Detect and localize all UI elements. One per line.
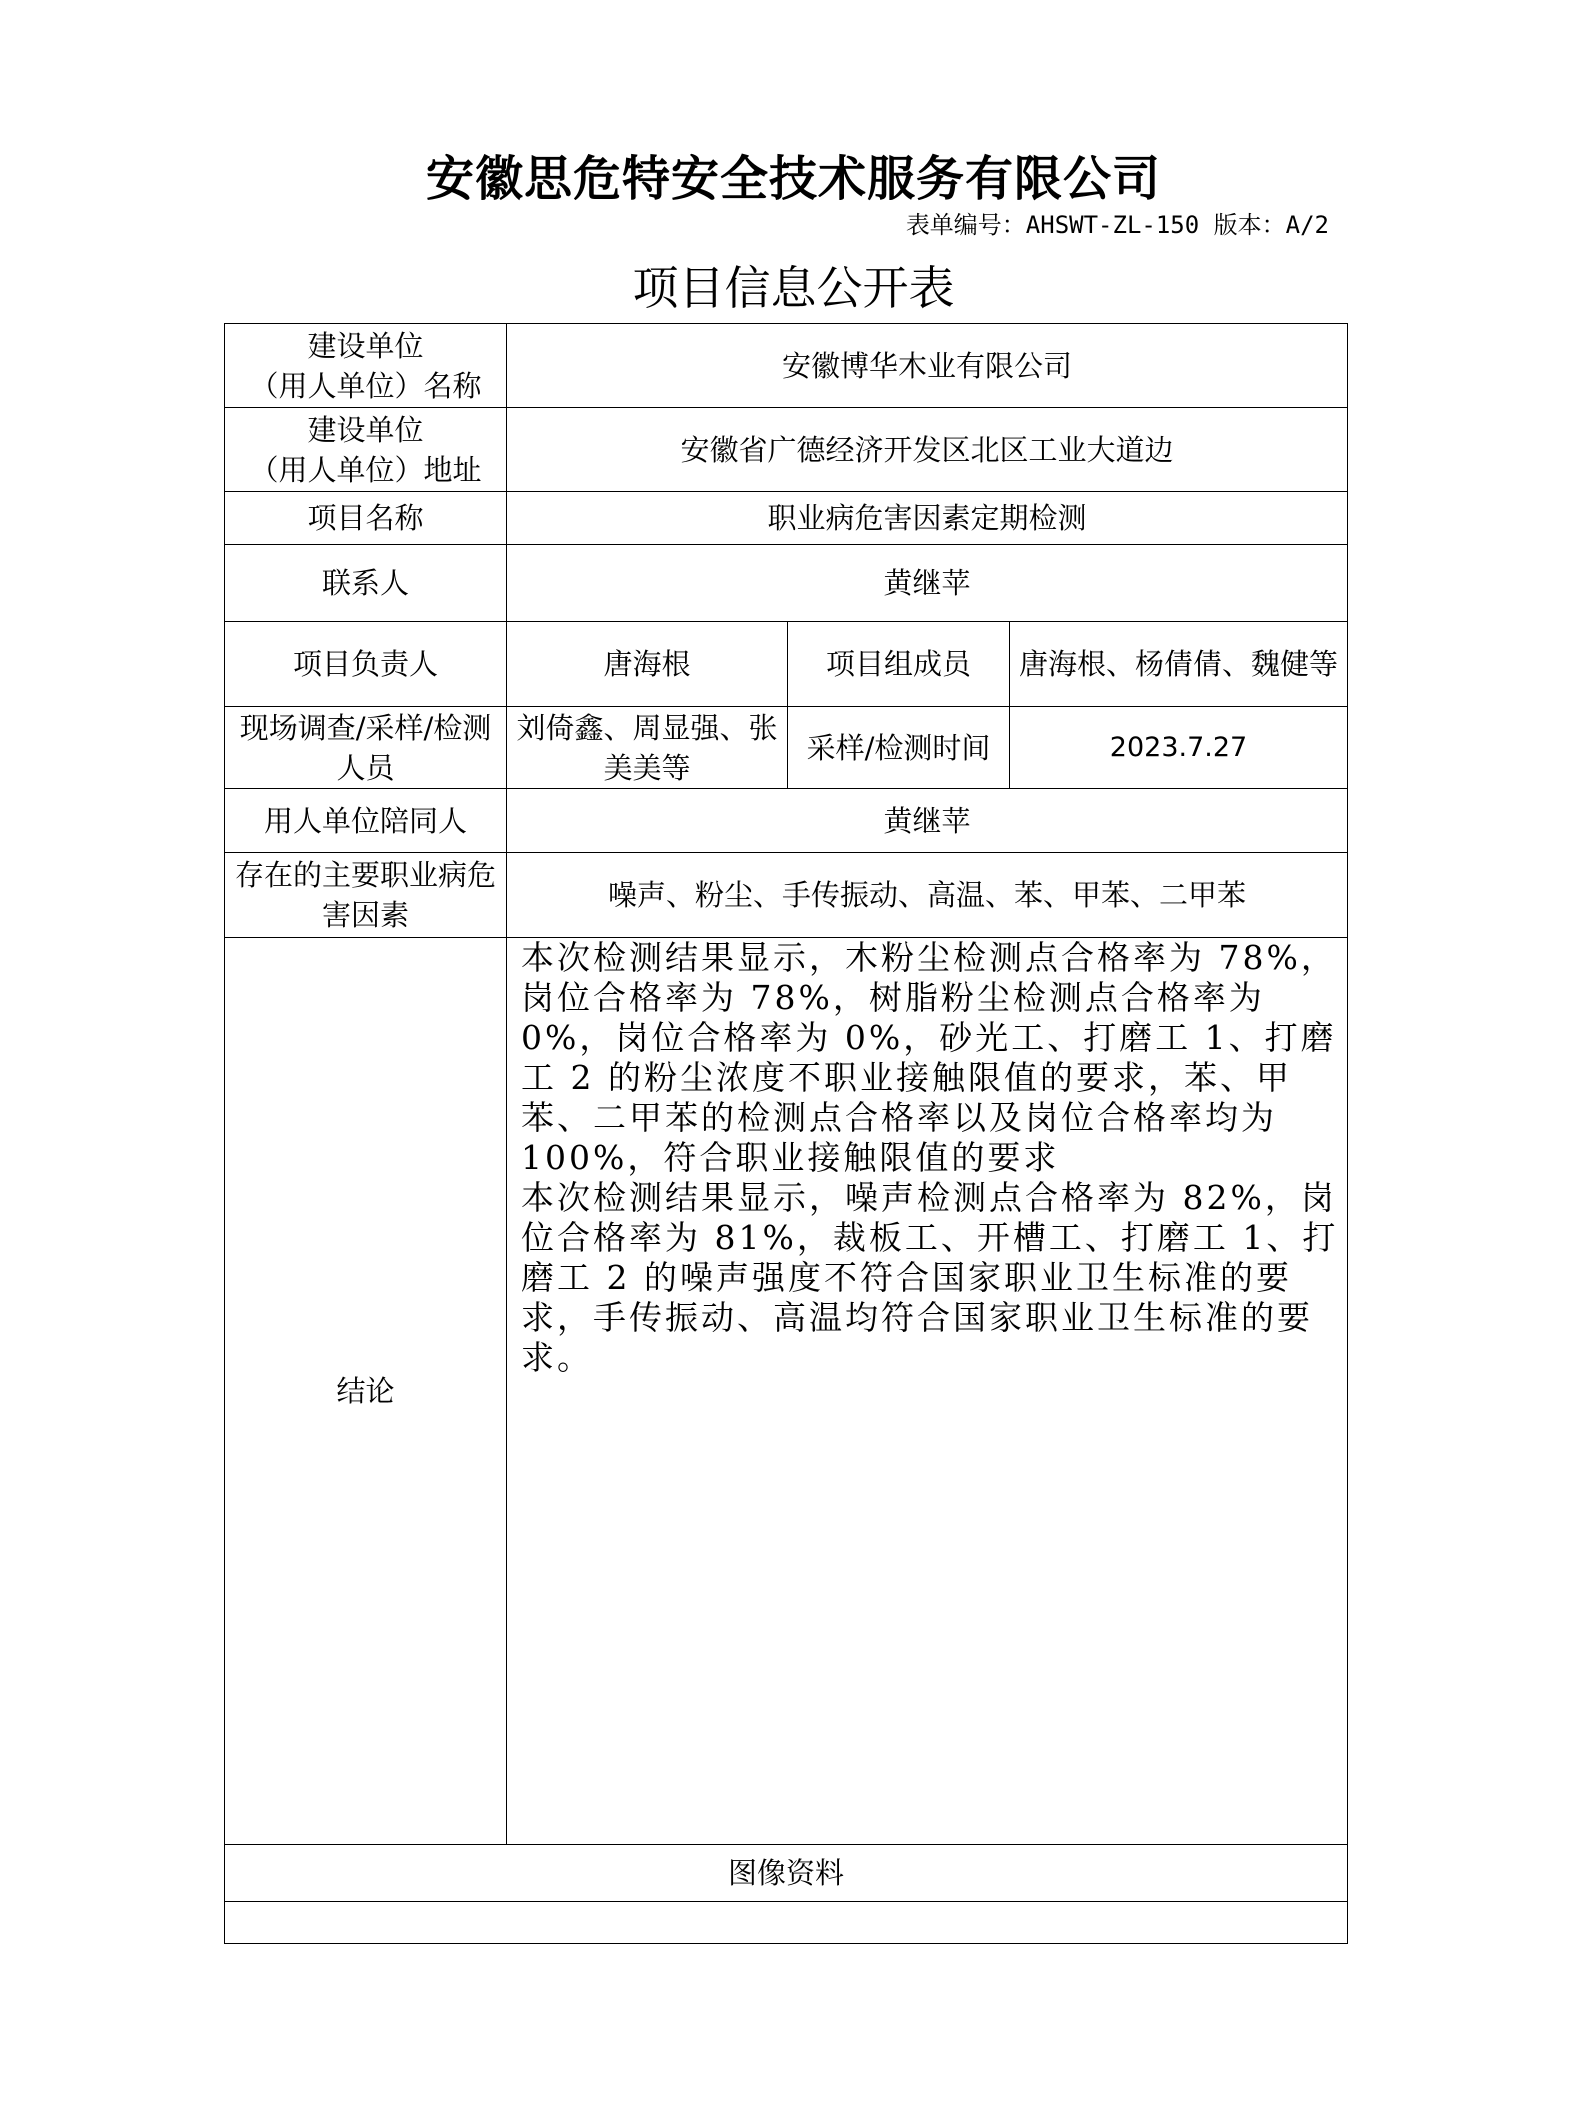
row-images-header bbox=[225, 1845, 1348, 1902]
conclusion-label: 结论 bbox=[225, 938, 507, 1845]
sampling-time-label: 采样/检测时间 bbox=[788, 707, 1010, 789]
contact-label: 联系人 bbox=[225, 545, 507, 622]
conclusion-paragraph-noise: 本次检测结果显示，噪声检测点合格率为 82%，岗位合格率为 81%，裁板工、开槽工、打磨工 1、打磨工 2 的噪声强度不符合国家职业卫生标准的要求，手传振动、高温均符合国家职业卫生标准的要求。 bbox=[521, 1178, 1339, 1377]
conclusion-paragraph-dust: 本次检测结果显示，木粉尘检测点合格率为 78%，岗位合格率为 78%，树脂粉尘检测点合格率为 0%，岗位合格率为 0%，砂光工、打磨工 1、打磨工 2 的粉尘浓度不职业接触限值的要求，苯、甲苯、二甲苯的检测点合格率以及岗位合格率均为 100%，符合职业接触限值的要求 bbox=[521, 938, 1337, 1177]
row-project-name bbox=[225, 492, 1348, 545]
row-conclusion bbox=[225, 938, 1348, 1845]
unit-name-label bbox=[225, 324, 507, 408]
row-contact bbox=[225, 545, 1348, 622]
row-unit-name bbox=[225, 324, 1348, 408]
hazards-value: 噪声、粉尘、手传振动、高温、苯、甲苯、二甲苯 bbox=[507, 853, 1348, 938]
project-members-value: 唐海根、杨倩倩、魏健等 bbox=[1010, 622, 1348, 707]
row-hazards bbox=[225, 853, 1348, 938]
accompany-label: 用人单位陪同人 bbox=[225, 789, 507, 853]
row-field-staff bbox=[225, 707, 1348, 789]
unit-address-label-line1: 建设单位 bbox=[307, 412, 424, 447]
unit-name-label-line2: （用人单位）名称 bbox=[249, 368, 482, 403]
form-title: 项目信息公开表 bbox=[632, 261, 955, 315]
images-label: 图像资料 bbox=[225, 1845, 1348, 1902]
project-members-label: 项目组成员 bbox=[788, 622, 1010, 707]
field-staff-label: 现场调查/采样/检测人员 bbox=[225, 707, 507, 789]
sampling-time-value: 2023.7.27 bbox=[1010, 707, 1348, 789]
project-lead-label: 项目负责人 bbox=[225, 622, 507, 707]
unit-address-value: 安徽省广德经济开发区北区工业大道边 bbox=[507, 408, 1348, 492]
field-staff-value: 刘倚鑫、周显强、张美美等 bbox=[507, 707, 788, 789]
unit-address-label bbox=[225, 408, 507, 492]
row-unit-address bbox=[225, 408, 1348, 492]
company-title: 安徽思危特安全技术服务有限公司 bbox=[425, 151, 1161, 207]
row-accompany bbox=[225, 789, 1348, 853]
row-project-lead bbox=[225, 622, 1348, 707]
project-lead-value: 唐海根 bbox=[507, 622, 788, 707]
unit-name-label-line1: 建设单位 bbox=[307, 328, 424, 363]
project-name-label: 项目名称 bbox=[225, 492, 507, 545]
accompany-value: 黄继苹 bbox=[507, 789, 1348, 853]
project-info-table bbox=[224, 323, 1348, 1944]
unit-name-value: 安徽博华木业有限公司 bbox=[507, 324, 1348, 408]
project-name-value: 职业病危害因素定期检测 bbox=[507, 492, 1348, 545]
hazards-label: 存在的主要职业病危害因素 bbox=[225, 853, 507, 938]
row-images-content bbox=[225, 1902, 1348, 1944]
conclusion-text bbox=[507, 938, 1348, 1845]
images-area bbox=[225, 1902, 1348, 1944]
contact-value: 黄继苹 bbox=[507, 545, 1348, 622]
unit-address-label-line2: （用人单位）地址 bbox=[249, 452, 482, 487]
form-code: 表单编号：AHSWT-ZL-150 版本：A/2 bbox=[905, 211, 1329, 239]
